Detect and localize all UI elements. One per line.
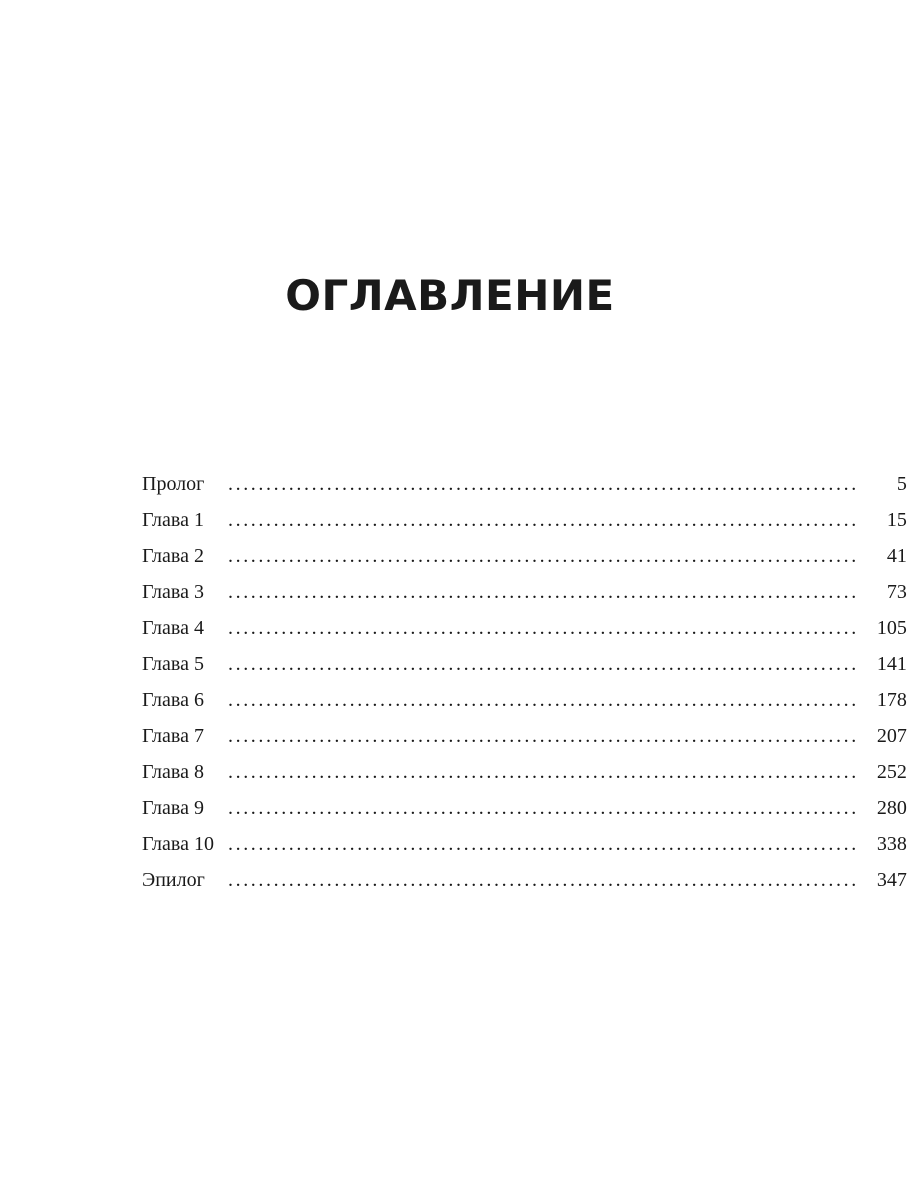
table-of-contents bbox=[142, 466, 907, 898]
toc-entry-label: Глава 3 bbox=[142, 581, 204, 603]
toc-entry-chapter-4[interactable] bbox=[142, 610, 907, 646]
toc-entry-label: Глава 8 bbox=[142, 761, 204, 783]
toc-entry-label: Глава 5 bbox=[142, 653, 204, 675]
toc-entry-chapter-9[interactable] bbox=[142, 790, 907, 826]
toc-entry-label: Глава 6 bbox=[142, 689, 204, 711]
toc-entry-label: Глава 1 bbox=[142, 509, 204, 531]
toc-page-number: 5 bbox=[896, 473, 907, 495]
toc-page-number: 178 bbox=[876, 689, 907, 711]
toc-page-number: 41 bbox=[886, 545, 907, 567]
toc-entry-chapter-5[interactable] bbox=[142, 646, 907, 682]
toc-dot-leader: ................................................................................... bbox=[228, 509, 859, 531]
toc-dot-leader: ................................................................................... bbox=[228, 689, 859, 711]
toc-dot-leader: ................................................................................... bbox=[228, 725, 859, 747]
toc-dot-leader: ................................................................................... bbox=[228, 653, 859, 675]
toc-entry-chapter-2[interactable] bbox=[142, 538, 907, 574]
toc-dot-leader: ................................................................................... bbox=[228, 797, 859, 819]
toc-entry-label: Глава 9 bbox=[142, 797, 204, 819]
toc-dot-leader: ................................................................................... bbox=[228, 581, 859, 603]
toc-entry-label: Глава 7 bbox=[142, 725, 204, 747]
toc-page-number: 73 bbox=[886, 581, 907, 603]
toc-entry-chapter-8[interactable] bbox=[142, 754, 907, 790]
toc-dot-leader: ................................................................................... bbox=[228, 761, 859, 783]
toc-dot-leader: ................................................................................... bbox=[228, 833, 859, 855]
toc-entry-label: Глава 4 bbox=[142, 617, 204, 639]
toc-entry-chapter-7[interactable] bbox=[142, 718, 907, 754]
toc-entry-chapter-6[interactable] bbox=[142, 682, 907, 718]
toc-dot-leader: ................................................................................... bbox=[228, 545, 859, 567]
toc-entry-label: Эпилог bbox=[142, 869, 205, 891]
toc-page-number: 252 bbox=[876, 761, 907, 783]
toc-page-number: 105 bbox=[876, 617, 907, 639]
toc-dot-leader: ................................................................................... bbox=[228, 473, 859, 495]
toc-entry-chapter-1[interactable] bbox=[142, 502, 907, 538]
toc-dot-leader: ................................................................................... bbox=[228, 869, 859, 891]
toc-entry-epilogue[interactable] bbox=[142, 862, 907, 898]
toc-entry-label: Глава 10 bbox=[142, 833, 214, 855]
toc-page-number: 15 bbox=[886, 509, 907, 531]
toc-page-number: 347 bbox=[876, 869, 907, 891]
toc-page-number: 207 bbox=[876, 725, 907, 747]
toc-entry-label: Глава 2 bbox=[142, 545, 204, 567]
toc-dot-leader: ................................................................................... bbox=[228, 617, 859, 639]
toc-entry-chapter-10[interactable] bbox=[142, 826, 907, 862]
toc-page-number: 141 bbox=[876, 653, 907, 675]
page-title: ОГЛАВЛЕНИЕ bbox=[285, 271, 615, 320]
toc-page-number: 338 bbox=[876, 833, 907, 855]
toc-entry-chapter-3[interactable] bbox=[142, 574, 907, 610]
toc-entry-label: Пролог bbox=[142, 473, 205, 495]
toc-entry-prologue[interactable] bbox=[142, 466, 907, 502]
toc-page-number: 280 bbox=[876, 797, 907, 819]
